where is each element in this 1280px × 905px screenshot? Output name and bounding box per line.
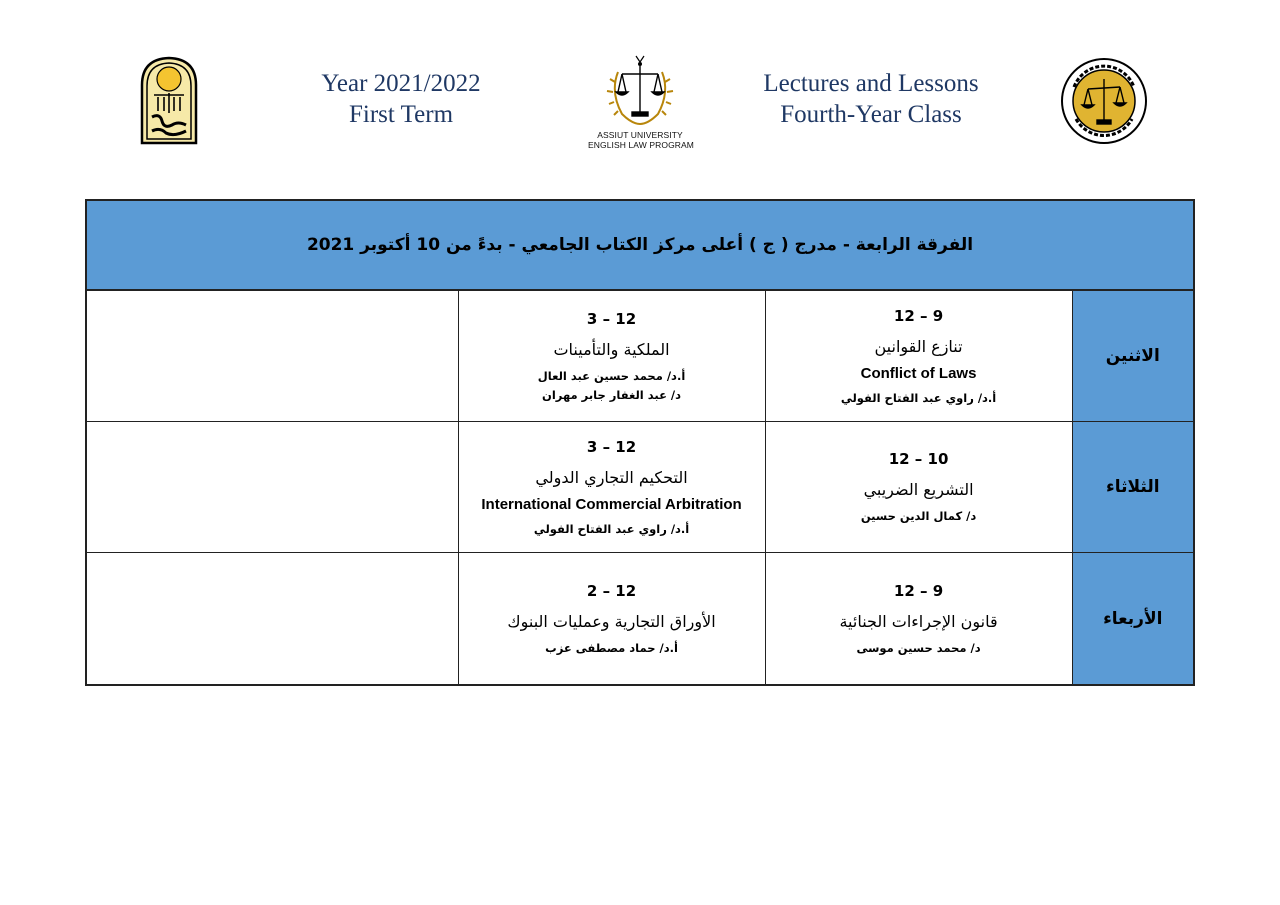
professor-name: أ.د/ محمد حسين عبد العال	[537, 368, 686, 383]
table-title-cell	[86, 200, 1194, 290]
slot-time: 3 – 12	[586, 309, 637, 328]
day-wednesday: الأربعاء	[1072, 553, 1194, 686]
slot-time: 3 – 12	[586, 437, 637, 456]
subject-arabic: التشريع الضريبي	[863, 480, 974, 499]
empty-slot-cell	[86, 290, 458, 422]
faculty-of-law-seal	[1060, 57, 1148, 145]
table-title: الفرقة الرابعة - مدرج ( ج ) أعلى مركز الكتاب الجامعي - بدءً من 10 أكتوبر 2021	[306, 235, 974, 255]
day-monday: الاثنين	[1072, 290, 1194, 422]
slot-cell	[458, 290, 765, 422]
empty-slot-cell	[86, 553, 458, 686]
lectures-line: Lectures and Lessons	[763, 70, 979, 97]
page-header	[0, 0, 1280, 190]
term-line: First Term	[348, 101, 454, 128]
slot-cell	[765, 290, 1072, 422]
table-row	[86, 422, 1194, 553]
subject-arabic: التحكيم التجاري الدولي	[535, 467, 688, 487]
table-title-row	[86, 200, 1194, 290]
professor-name: أ.د/ راوي عبد الفتاح الفولي	[533, 521, 690, 536]
schedule-table	[85, 199, 1195, 686]
academic-year-heading	[290, 68, 512, 130]
professor-name: أ.د/ حماد مصطفى عزب	[545, 640, 678, 655]
english-law-program-logo	[588, 52, 692, 150]
lectures-heading	[735, 68, 1007, 130]
subject-english: International Commercial Arbitration	[481, 495, 742, 513]
professor-name: أ.د/ راوي عبد الفتاح الفولي	[840, 390, 997, 405]
slot-cell	[765, 553, 1072, 686]
subject-arabic: قانون الإجراءات الجنائية	[839, 611, 998, 631]
slot-cell	[458, 422, 765, 553]
assiut-university-logo	[138, 55, 200, 145]
slot-time: 12 – 9	[893, 306, 944, 325]
day-tuesday: الثلاثاء	[1072, 422, 1194, 553]
empty-slot-cell	[86, 422, 458, 553]
table-row	[86, 290, 1194, 422]
slot-cell	[765, 422, 1072, 553]
professor-name: د/ محمد حسين موسى	[856, 640, 981, 655]
subject-english: Conflict of Laws	[860, 364, 977, 382]
program-line-2: ENGLISH LAW PROGRAM	[588, 140, 694, 150]
table-row	[86, 553, 1194, 686]
program-line-1: ASSIUT UNIVERSITY	[597, 130, 683, 140]
subject-arabic: الملكية والتأمينات	[553, 339, 670, 359]
slot-time: 2 – 12	[586, 581, 637, 600]
subject-arabic: تنازع القوانين	[874, 336, 963, 356]
slot-time: 12 – 9	[893, 581, 944, 600]
year-line: Year 2021/2022	[321, 70, 481, 97]
professor-name: د/ عبد الغفار جابر مهران	[542, 387, 682, 402]
slot-cell	[458, 553, 765, 686]
class-line: Fourth-Year Class	[780, 101, 962, 128]
subject-arabic: الأوراق التجارية وعمليات البنوك	[507, 611, 716, 631]
slot-time: 12 – 10	[888, 450, 949, 468]
professor-name: د/ كمال الدين حسين	[860, 509, 977, 523]
